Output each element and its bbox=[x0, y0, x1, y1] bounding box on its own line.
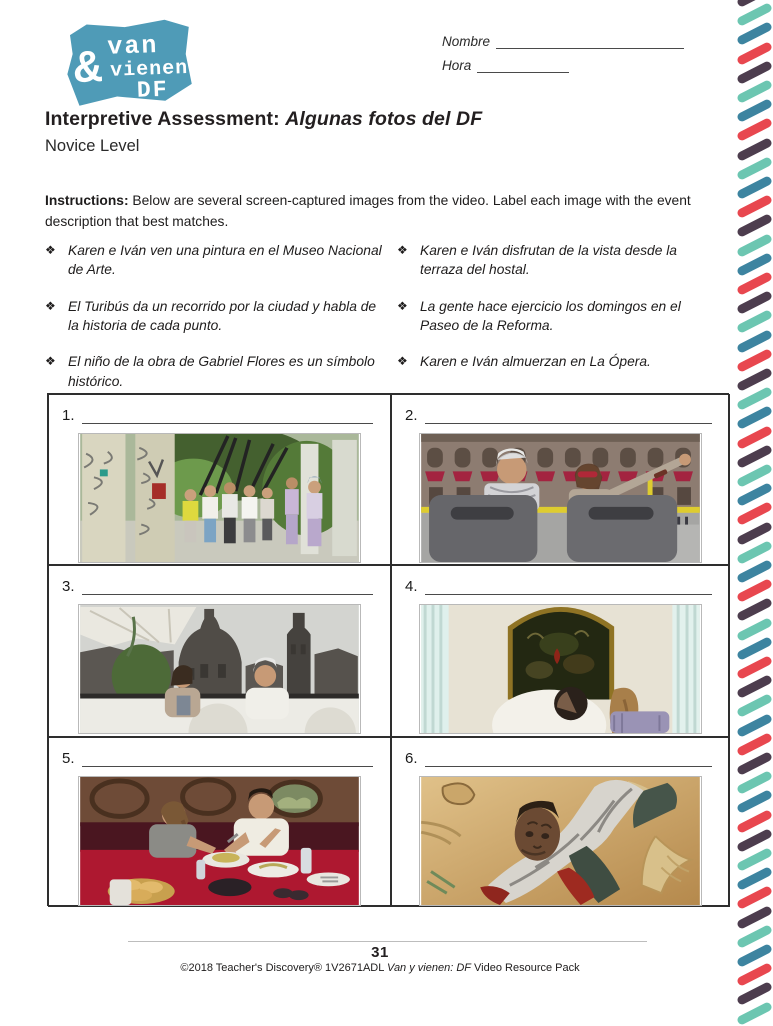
answer-blank-line-1[interactable] bbox=[82, 408, 373, 424]
table-cell-4 bbox=[391, 565, 730, 737]
table-cell-6 bbox=[391, 737, 730, 907]
option-item bbox=[397, 352, 735, 371]
cell-number: 2. bbox=[405, 407, 418, 424]
nombre-blank-line[interactable] bbox=[496, 34, 684, 49]
title-prefix: Interpretive Assessment: bbox=[45, 108, 286, 130]
copyright-suffix: Video Resource Pack bbox=[470, 962, 580, 974]
diamond-bullet-icon: ❖ bbox=[397, 298, 408, 313]
copyright-line bbox=[0, 962, 760, 974]
diamond-bullet-icon: ❖ bbox=[45, 354, 56, 369]
option-text: El niño de la obra de Gabriel Flores es un símbolo histórico. bbox=[68, 354, 375, 389]
answer-blank-line-2[interactable] bbox=[425, 408, 712, 424]
page-title bbox=[45, 108, 482, 131]
hora-blank-line[interactable] bbox=[477, 58, 569, 73]
instructions-paragraph bbox=[45, 191, 705, 232]
option-text: La gente hace ejercicio los domingos en el Paseo de la Reforma. bbox=[420, 298, 681, 333]
footer-divider bbox=[128, 941, 647, 942]
answer-blank-line-5[interactable] bbox=[82, 751, 373, 767]
instructions-text: Below are several screen-captured images from the video. Label each image with the event description that best matches. bbox=[45, 193, 691, 229]
cell-number: 3. bbox=[62, 578, 75, 595]
instructions-label: Instructions: bbox=[45, 193, 129, 208]
photo-answer-table bbox=[47, 393, 729, 906]
table-cell-5 bbox=[48, 737, 391, 907]
svg-text:vienen: vienen bbox=[109, 56, 189, 83]
logo-torn-paper-icon bbox=[64, 18, 196, 108]
option-text: Karen e Iván almuerzan en La Ópera. bbox=[420, 354, 651, 370]
option-item bbox=[397, 297, 735, 336]
level-subtitle: Novice Level bbox=[45, 137, 140, 155]
option-item bbox=[45, 297, 397, 336]
table-cell-2 bbox=[391, 394, 730, 565]
diamond-bullet-icon: ❖ bbox=[45, 243, 56, 257]
cell-number: 4. bbox=[405, 578, 418, 595]
diamond-bullet-icon: ❖ bbox=[397, 354, 408, 369]
page-number: 31 bbox=[371, 944, 389, 961]
option-item bbox=[45, 241, 397, 280]
copyright-prefix: ©2018 Teacher's Discovery® 1V2671ADL bbox=[180, 962, 388, 974]
diamond-bullet-icon: ❖ bbox=[397, 243, 408, 257]
option-item bbox=[397, 241, 735, 280]
svg-text:van: van bbox=[106, 31, 159, 62]
svg-text:DF: DF bbox=[136, 76, 170, 104]
photo-3-hostel-terrace-cathedral bbox=[78, 604, 361, 734]
title-italic-part: Algunas fotos del DF bbox=[285, 108, 483, 130]
cell-number: 1. bbox=[62, 407, 75, 424]
photo-1-park-exercise bbox=[78, 433, 361, 563]
diamond-bullet-icon: ❖ bbox=[45, 298, 56, 313]
nombre-label: Nombre bbox=[442, 34, 491, 49]
nombre-field-row bbox=[442, 34, 684, 49]
table-cell-1 bbox=[48, 394, 391, 565]
answer-options-list bbox=[45, 241, 735, 408]
answer-blank-line-4[interactable] bbox=[425, 579, 712, 595]
logo-ampersand-glyph: & bbox=[73, 43, 103, 96]
option-text: Karen e Iván disfrutan de la vista desde la terraza del hostal. bbox=[420, 243, 677, 278]
hora-field-row bbox=[442, 58, 684, 73]
photo-2-turibus-ride bbox=[419, 433, 702, 563]
answer-blank-line-6[interactable] bbox=[425, 751, 712, 767]
answer-blank-line-3[interactable] bbox=[82, 579, 373, 595]
option-text: Karen e Iván ven una pintura en el Museo Nacional de Arte. bbox=[68, 243, 382, 278]
photo-4-museum-painting bbox=[419, 604, 702, 734]
option-text: El Turibús da un recorrido por la ciudad y habla de la historia de cada punto. bbox=[68, 298, 377, 333]
edge-decoration bbox=[736, 0, 773, 1000]
cell-number: 5. bbox=[62, 750, 75, 767]
photo-6-falling-boy-mural bbox=[419, 776, 702, 906]
table-cell-3 bbox=[48, 565, 391, 737]
copyright-title: Van y vienen: DF bbox=[387, 962, 471, 974]
option-item bbox=[45, 352, 397, 391]
van-y-vienen-df-logo bbox=[64, 18, 196, 108]
photo-5-restaurant-lunch bbox=[78, 776, 361, 906]
hora-label: Hora bbox=[442, 58, 472, 73]
student-fields bbox=[442, 34, 684, 82]
cell-number: 6. bbox=[405, 750, 418, 767]
